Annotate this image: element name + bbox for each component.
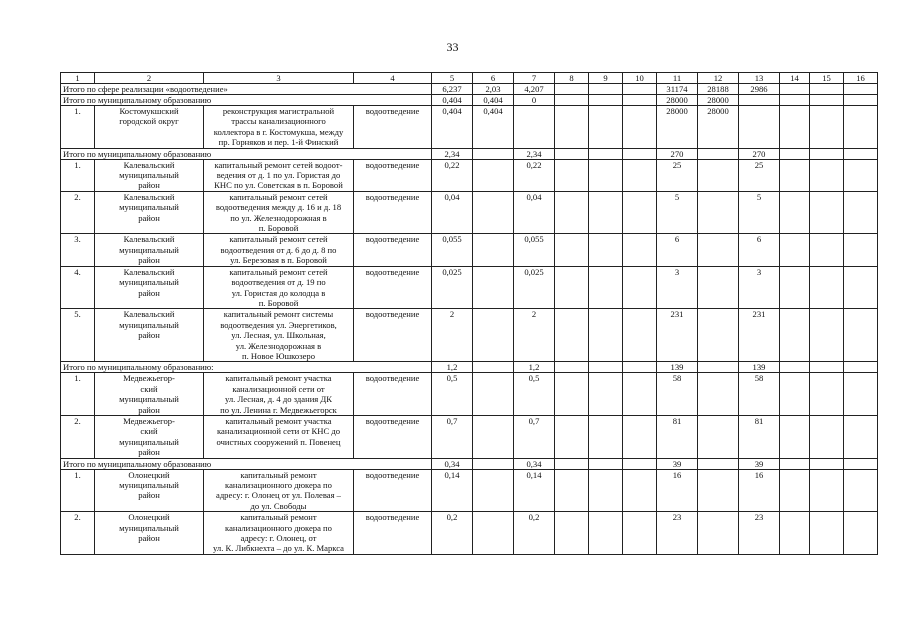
value-col-16 xyxy=(844,234,878,266)
table-row xyxy=(61,415,878,458)
project-cell: капитальный ремонт канализационного дюкера по адресу: г. Олонец от ул. Полевая – до ул. Свободы xyxy=(204,469,354,512)
value-col-6 xyxy=(473,469,514,512)
value-col-5: 0,025 xyxy=(432,266,473,309)
value-col-8 xyxy=(555,309,589,362)
value-col-9 xyxy=(589,469,623,512)
value-col-13 xyxy=(739,106,780,149)
column-number-4: 4 xyxy=(354,73,432,84)
value-col-15 xyxy=(810,148,844,159)
value-col-11: 28000 xyxy=(657,106,698,149)
value-col-16 xyxy=(844,95,878,106)
value-col-13: 16 xyxy=(739,469,780,512)
value-col-9 xyxy=(589,415,623,458)
column-number-6: 6 xyxy=(473,73,514,84)
value-col-11: 139 xyxy=(657,362,698,373)
value-col-14 xyxy=(780,458,810,469)
value-col-5: 6,237 xyxy=(432,84,473,95)
total-label: Итого по муниципальному образованию xyxy=(61,458,432,469)
value-col-7: 0,7 xyxy=(514,415,555,458)
value-col-11: 16 xyxy=(657,469,698,512)
value-col-8 xyxy=(555,458,589,469)
service-type-cell: водоотведение xyxy=(354,309,432,362)
value-col-11: 5 xyxy=(657,191,698,234)
value-col-9 xyxy=(589,362,623,373)
value-col-6 xyxy=(473,362,514,373)
column-number-13: 13 xyxy=(739,73,780,84)
total-row xyxy=(61,458,878,469)
value-col-12 xyxy=(698,266,739,309)
value-col-6 xyxy=(473,266,514,309)
value-col-8 xyxy=(555,469,589,512)
value-col-15 xyxy=(810,373,844,416)
value-col-12 xyxy=(698,373,739,416)
project-cell: капитальный ремонт сетей водоотведения от д. 6 до д. 8 по ул. Березовая в п. Боровой xyxy=(204,234,354,266)
value-col-15 xyxy=(810,266,844,309)
value-col-12 xyxy=(698,234,739,266)
value-col-14 xyxy=(780,159,810,191)
value-col-7: 1,2 xyxy=(514,362,555,373)
value-col-14 xyxy=(780,373,810,416)
value-col-10 xyxy=(623,469,657,512)
value-col-12 xyxy=(698,159,739,191)
district-cell: Калевальский муниципальный район xyxy=(95,234,204,266)
value-col-10 xyxy=(623,234,657,266)
value-col-13: 2986 xyxy=(739,84,780,95)
value-col-15 xyxy=(810,95,844,106)
value-col-7: 0,5 xyxy=(514,373,555,416)
column-number-1: 1 xyxy=(61,73,95,84)
total-label: Итого по муниципальному образованию xyxy=(61,95,432,106)
table-row xyxy=(61,106,878,149)
value-col-12: 28000 xyxy=(698,106,739,149)
value-col-7: 2,34 xyxy=(514,148,555,159)
value-col-16 xyxy=(844,469,878,512)
value-col-5: 0,404 xyxy=(432,95,473,106)
value-col-14 xyxy=(780,106,810,149)
total-label: Итого по сфере реализации «водоотведение» xyxy=(61,84,432,95)
value-col-12 xyxy=(698,309,739,362)
value-col-16 xyxy=(844,458,878,469)
value-col-9 xyxy=(589,373,623,416)
value-col-11: 231 xyxy=(657,309,698,362)
value-col-5: 0,14 xyxy=(432,469,473,512)
value-col-8 xyxy=(555,512,589,555)
value-col-7: 0,2 xyxy=(514,512,555,555)
value-col-8 xyxy=(555,84,589,95)
value-col-6 xyxy=(473,234,514,266)
value-col-10 xyxy=(623,512,657,555)
value-col-12 xyxy=(698,415,739,458)
row-number: 1. xyxy=(61,106,95,149)
value-col-6 xyxy=(473,148,514,159)
value-col-8 xyxy=(555,415,589,458)
value-col-11: 23 xyxy=(657,512,698,555)
row-number: 2. xyxy=(61,415,95,458)
column-number-16: 16 xyxy=(844,73,878,84)
district-cell: Калевальский муниципальный район xyxy=(95,191,204,234)
value-col-6: 0,404 xyxy=(473,106,514,149)
value-col-12 xyxy=(698,458,739,469)
value-col-15 xyxy=(810,309,844,362)
value-col-7: 0,22 xyxy=(514,159,555,191)
total-row xyxy=(61,84,878,95)
table-row xyxy=(61,469,878,512)
value-col-9 xyxy=(589,106,623,149)
value-col-6: 2,03 xyxy=(473,84,514,95)
total-row xyxy=(61,95,878,106)
value-col-8 xyxy=(555,95,589,106)
value-col-15 xyxy=(810,512,844,555)
district-cell: Калевальский муниципальный район xyxy=(95,159,204,191)
value-col-16 xyxy=(844,148,878,159)
value-col-14 xyxy=(780,362,810,373)
value-col-5: 0,5 xyxy=(432,373,473,416)
value-col-8 xyxy=(555,159,589,191)
value-col-16 xyxy=(844,191,878,234)
value-col-10 xyxy=(623,106,657,149)
total-row xyxy=(61,362,878,373)
project-cell: капитальный ремонт сетей водоотведения между д. 16 и д. 18 по ул. Железнодорожная в п. Боровой xyxy=(204,191,354,234)
table-row xyxy=(61,309,878,362)
value-col-14 xyxy=(780,95,810,106)
value-col-7: 2 xyxy=(514,309,555,362)
value-col-8 xyxy=(555,148,589,159)
value-col-16 xyxy=(844,362,878,373)
table-body xyxy=(61,73,878,555)
value-col-14 xyxy=(780,469,810,512)
value-col-9 xyxy=(589,512,623,555)
value-col-12: 28000 xyxy=(698,95,739,106)
value-col-15 xyxy=(810,234,844,266)
value-col-15 xyxy=(810,106,844,149)
value-col-7: 4,207 xyxy=(514,84,555,95)
value-col-5: 2 xyxy=(432,309,473,362)
table-row xyxy=(61,191,878,234)
column-number-7: 7 xyxy=(514,73,555,84)
value-col-7: 0,04 xyxy=(514,191,555,234)
service-type-cell: водоотведение xyxy=(354,512,432,555)
column-number-2: 2 xyxy=(95,73,204,84)
page-number: 33 xyxy=(446,40,459,54)
value-col-9 xyxy=(589,266,623,309)
value-col-6 xyxy=(473,458,514,469)
service-type-cell: водоотведение xyxy=(354,234,432,266)
value-col-9 xyxy=(589,191,623,234)
value-col-5: 1,2 xyxy=(432,362,473,373)
project-cell: капитальный ремонт сетей водоотведения от д. 19 по ул. Гористая до колодца в п. Боровой xyxy=(204,266,354,309)
value-col-16 xyxy=(844,373,878,416)
value-col-11: 3 xyxy=(657,266,698,309)
project-cell: капитальный ремонт участка канализационной сети от ул. Лесная, д. 4 до здания ДК по ул. Ленина г. Медвежьегорск xyxy=(204,373,354,416)
value-col-10 xyxy=(623,191,657,234)
project-cell: реконструкция магистральной трассы канализационного коллектора в г. Костомукша, между пр. Горняков и пер. 1-й Финский xyxy=(204,106,354,149)
value-col-12 xyxy=(698,362,739,373)
value-col-16 xyxy=(844,309,878,362)
value-col-16 xyxy=(844,512,878,555)
value-col-9 xyxy=(589,148,623,159)
service-type-cell: водоотведение xyxy=(354,266,432,309)
value-col-9 xyxy=(589,84,623,95)
column-number-12: 12 xyxy=(698,73,739,84)
value-col-8 xyxy=(555,266,589,309)
value-col-6 xyxy=(473,191,514,234)
value-col-5: 0,22 xyxy=(432,159,473,191)
project-cell: капитальный ремонт канализационного дюкера по адресу: г. Олонец, от ул. К. Либкнехта – до ул. К. Маркса xyxy=(204,512,354,555)
row-number: 1. xyxy=(61,159,95,191)
value-col-10 xyxy=(623,362,657,373)
row-number: 2. xyxy=(61,512,95,555)
district-cell: Калевальский муниципальный район xyxy=(95,309,204,362)
district-cell: Олонецкий муниципальный район xyxy=(95,469,204,512)
district-cell: Медвежьегор- ский муниципальный район xyxy=(95,373,204,416)
value-col-7 xyxy=(514,106,555,149)
value-col-15 xyxy=(810,159,844,191)
service-type-cell: водоотведение xyxy=(354,159,432,191)
row-number: 1. xyxy=(61,469,95,512)
investment-program-table xyxy=(60,72,878,555)
value-col-8 xyxy=(555,234,589,266)
value-col-5: 0,404 xyxy=(432,106,473,149)
value-col-14 xyxy=(780,309,810,362)
district-cell: Костомукшский городской округ xyxy=(95,106,204,149)
row-number: 2. xyxy=(61,191,95,234)
value-col-15 xyxy=(810,362,844,373)
value-col-12 xyxy=(698,469,739,512)
value-col-16 xyxy=(844,159,878,191)
value-col-11: 28000 xyxy=(657,95,698,106)
column-number-11: 11 xyxy=(657,73,698,84)
value-col-13: 270 xyxy=(739,148,780,159)
value-col-11: 25 xyxy=(657,159,698,191)
value-col-7: 0 xyxy=(514,95,555,106)
value-col-5: 0,055 xyxy=(432,234,473,266)
column-number-10: 10 xyxy=(623,73,657,84)
value-col-7: 0,34 xyxy=(514,458,555,469)
value-col-11: 31174 xyxy=(657,84,698,95)
value-col-14 xyxy=(780,148,810,159)
value-col-8 xyxy=(555,373,589,416)
district-cell: Олонецкий муниципальный район xyxy=(95,512,204,555)
value-col-15 xyxy=(810,469,844,512)
column-number-5: 5 xyxy=(432,73,473,84)
value-col-5: 0,34 xyxy=(432,458,473,469)
value-col-6 xyxy=(473,159,514,191)
value-col-13: 81 xyxy=(739,415,780,458)
value-col-12 xyxy=(698,148,739,159)
row-number: 3. xyxy=(61,234,95,266)
value-col-9 xyxy=(589,159,623,191)
value-col-8 xyxy=(555,191,589,234)
value-col-9 xyxy=(589,234,623,266)
service-type-cell: водоотведение xyxy=(354,469,432,512)
value-col-16 xyxy=(844,266,878,309)
total-label: Итого по муниципальному образованию: xyxy=(61,362,432,373)
value-col-5: 2,34 xyxy=(432,148,473,159)
value-col-9 xyxy=(589,309,623,362)
value-col-7: 0,055 xyxy=(514,234,555,266)
value-col-11: 58 xyxy=(657,373,698,416)
value-col-10 xyxy=(623,84,657,95)
value-col-16 xyxy=(844,415,878,458)
row-number: 1. xyxy=(61,373,95,416)
value-col-11: 39 xyxy=(657,458,698,469)
value-col-9 xyxy=(589,95,623,106)
value-col-13: 139 xyxy=(739,362,780,373)
value-col-7: 0,14 xyxy=(514,469,555,512)
column-number-14: 14 xyxy=(780,73,810,84)
column-number-row xyxy=(61,73,878,84)
project-cell: капитальный ремонт участка канализационной сети от КНС до очистных сооружений п. Повенец xyxy=(204,415,354,458)
value-col-12 xyxy=(698,191,739,234)
project-cell: капитальный ремонт системы водоотведения ул. Энергетиков, ул. Лесная, ул. Школьная, ул. Железнодорожная в п. Новое Юшкозеро xyxy=(204,309,354,362)
column-number-9: 9 xyxy=(589,73,623,84)
value-col-13: 6 xyxy=(739,234,780,266)
table-row xyxy=(61,266,878,309)
value-col-13: 58 xyxy=(739,373,780,416)
value-col-14 xyxy=(780,234,810,266)
value-col-16 xyxy=(844,84,878,95)
value-col-14 xyxy=(780,512,810,555)
service-type-cell: водоотведение xyxy=(354,191,432,234)
value-col-6 xyxy=(473,415,514,458)
value-col-6 xyxy=(473,373,514,416)
value-col-13: 3 xyxy=(739,266,780,309)
value-col-14 xyxy=(780,191,810,234)
value-col-13: 5 xyxy=(739,191,780,234)
value-col-13 xyxy=(739,95,780,106)
service-type-cell: водоотведение xyxy=(354,373,432,416)
value-col-10 xyxy=(623,266,657,309)
value-col-15 xyxy=(810,191,844,234)
column-number-8: 8 xyxy=(555,73,589,84)
total-row xyxy=(61,148,878,159)
value-col-7: 0,025 xyxy=(514,266,555,309)
project-cell: капитальный ремонт сетей водоот- ведения от д. 1 по ул. Гористая до КНС по ул. Советская в п. Боровой xyxy=(204,159,354,191)
district-cell: Калевальский муниципальный район xyxy=(95,266,204,309)
value-col-6: 0,404 xyxy=(473,95,514,106)
column-number-15: 15 xyxy=(810,73,844,84)
value-col-16 xyxy=(844,106,878,149)
value-col-11: 270 xyxy=(657,148,698,159)
value-col-12: 28188 xyxy=(698,84,739,95)
value-col-5: 0,2 xyxy=(432,512,473,555)
value-col-15 xyxy=(810,458,844,469)
value-col-13: 39 xyxy=(739,458,780,469)
value-col-15 xyxy=(810,415,844,458)
table-row xyxy=(61,159,878,191)
column-number-3: 3 xyxy=(204,73,354,84)
value-col-5: 0,7 xyxy=(432,415,473,458)
value-col-5: 0,04 xyxy=(432,191,473,234)
value-col-8 xyxy=(555,106,589,149)
value-col-15 xyxy=(810,84,844,95)
table-row xyxy=(61,512,878,555)
value-col-13: 23 xyxy=(739,512,780,555)
table-row xyxy=(61,234,878,266)
value-col-10 xyxy=(623,148,657,159)
value-col-9 xyxy=(589,458,623,469)
value-col-14 xyxy=(780,415,810,458)
value-col-10 xyxy=(623,415,657,458)
value-col-10 xyxy=(623,95,657,106)
value-col-10 xyxy=(623,373,657,416)
district-cell: Медвежьегор- ский муниципальный район xyxy=(95,415,204,458)
value-col-8 xyxy=(555,362,589,373)
value-col-12 xyxy=(698,512,739,555)
value-col-6 xyxy=(473,309,514,362)
table-row xyxy=(61,373,878,416)
value-col-14 xyxy=(780,266,810,309)
service-type-cell: водоотведение xyxy=(354,415,432,458)
value-col-10 xyxy=(623,309,657,362)
value-col-10 xyxy=(623,458,657,469)
row-number: 4. xyxy=(61,266,95,309)
value-col-10 xyxy=(623,159,657,191)
total-label: Итого по муниципальному образованию xyxy=(61,148,432,159)
service-type-cell: водоотведение xyxy=(354,106,432,149)
value-col-11: 81 xyxy=(657,415,698,458)
row-number: 5. xyxy=(61,309,95,362)
value-col-13: 25 xyxy=(739,159,780,191)
value-col-6 xyxy=(473,512,514,555)
value-col-13: 231 xyxy=(739,309,780,362)
value-col-11: 6 xyxy=(657,234,698,266)
value-col-14 xyxy=(780,84,810,95)
